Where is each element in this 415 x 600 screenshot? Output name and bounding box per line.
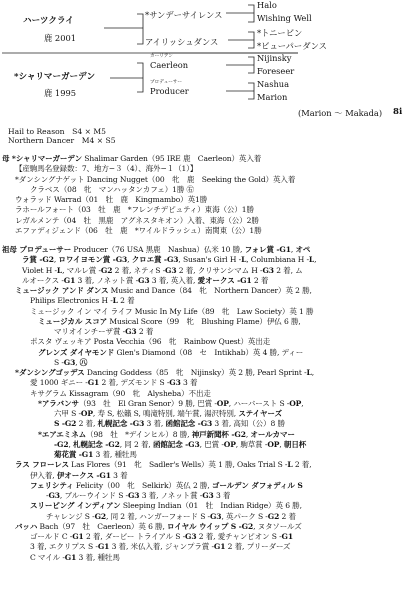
family-line: バッハ Bach（97 牡 Caerleon）英 6 勝, ロイヤル ウイップ S -G2, ヌタソールズ xyxy=(15,521,302,531)
family-line: ミュージック アンド ダンス Music and Dance（84 牝 Northern Dancer）英 2 勝, xyxy=(15,286,312,295)
family-line: スリーピング インディアン Sleeping Indian（01 牡 Indian Ridge）英 6 勝, xyxy=(30,501,302,511)
family-line: ラホールフォート（03 牡 鹿 *フレンチデピュティ）東海（公）1勝 xyxy=(15,205,254,215)
family-line: S -G3, ㊇ xyxy=(54,357,88,367)
family-line: 愛 1000 ギニー -G1 2 着, デズモンド S -G3 3 着 xyxy=(30,378,198,388)
gen3-4: *ビューパーダンス xyxy=(257,41,327,51)
family-line: エファディジェンド（06 牡 鹿 *ワイルドラッシュ）南関東（公）1勝 xyxy=(15,225,262,235)
family-line: チャレンジ S -G2, 同 2 着, ハンガーフォード S -G3, 英パーク S -G2 2 着 xyxy=(46,511,296,521)
family-line: Violet H -L, マルレ賞 -G2 2 着, ネティS -G3 2 着, クリサンシマム H -G3 2 着, ム xyxy=(22,265,303,275)
family-line: 伊入着, 伊オークス -G1 3 着 xyxy=(30,470,128,480)
dam-name: *シャリマーガーデン xyxy=(14,72,96,82)
family-line xyxy=(2,236,414,245)
family-line: レガルメンテ（04 牡 黒鹿 アグネスタキオン）入着、東海（公）2勝 xyxy=(15,215,259,225)
dam-sire: Caerleon xyxy=(150,60,189,70)
family-line: *ダンシングナゲット Dancing Nugget（00 牝 鹿 Seeking the Gold）英入着 xyxy=(15,174,296,184)
gen3-8: Marion xyxy=(257,92,288,102)
family-line: フェリシティ Felicity（00 牝 Selkirk）英仏 2 勝, ゴールデン ダフォディル S xyxy=(30,480,303,490)
gen3-2: Wishing Well xyxy=(257,13,312,23)
family-line: 母 *シャリマーガーデン Shalimar Garden（95 IRE 鹿 Caerleon）英入着 xyxy=(2,154,262,163)
gen3-5: Nijinsky xyxy=(257,53,292,63)
dam-dam: Producer xyxy=(150,86,189,96)
inbreed-note: (Marion ～ Makada) xyxy=(298,108,383,118)
family-line: ミュージカル スコア Musical Score（99 牝 Blushing Flame）伊仏 6 勝, xyxy=(38,316,301,326)
sire-dam: アイリッシュダンス xyxy=(145,37,219,47)
family-line: ミュージック イン マイ ライフ Music In My Life（89 牝 Law Society）英 1 勝 xyxy=(30,306,314,316)
gen3-3: *トニービン xyxy=(257,28,303,38)
gen3-6: Foreseer xyxy=(257,66,295,76)
family-line: *エアエミネム（98 牡 *デインヒル）8 勝, 神戸新聞杯 -G2, オールカマー xyxy=(38,429,295,439)
family-line: 3 着, エクリプス S -G1 3 着, 米仏入着, ジャンプラ賞 -G1 2 着, プリーダーズ xyxy=(30,542,291,552)
family-line: S -G2 2 着, 札幌記念 -G3 3 着, 函館記念 -G3 3 着, 高知（公）8 勝 xyxy=(54,419,285,429)
family-line: ポスタ ヴェッキア Posta Vecchia（96 牝 Rainbow Quest）英出走 xyxy=(30,337,271,347)
family-line: ゴールド C -G1 2 着, ダービー トライアル S -G3 2 着, 愛チャンピオン S -G1 xyxy=(30,532,293,541)
family-line: -G2, 札幌記念 -G2, 同 2 着, 函館記念 -G3, 巴賞 -OP, 駒草賞 -OP, 朝日杯 xyxy=(54,439,307,449)
family-line: 【産駒馬名登録数：7、地方−３（4）、海外−１（1）】 xyxy=(15,164,198,174)
family-line: 菊花賞 -G1 3 着, 種牡馬 xyxy=(54,450,137,459)
family-line: マリオインチーザ賞 -G3 2 着 xyxy=(54,327,154,336)
family-line: 六甲 S -OP, 寿 S, 松籟 S, 鳴滝特別, 端午賞, 湯沢特別, ステイヤーズ xyxy=(54,409,282,418)
family-line: ラ賞 -G2, ロワイヨモン賞 -G3, クロエ賞 -G3, Susan's Girl H -L, Columbiana H -L, xyxy=(22,255,317,265)
family-line: Philips Electronics H -L 2 着 xyxy=(30,296,135,306)
family-line: グレンズ ダイヤモンド Glen's Diamond（08 セ Intikhab）英 4 勝, ディー xyxy=(38,347,304,357)
sire-sire: *サンデーサイレンス xyxy=(145,10,223,20)
family-line: *ダンシングゴッデス Dancing Goddess（85 牝 Nijinsky）英 2 勝, Pearl Sprint -L, xyxy=(15,368,314,377)
family-line: ルオークス -G1 3 着, ノネット賞 -G3 3 着, 英入着, 愛オークス -G1 2 着 xyxy=(22,275,269,285)
family-line: クラベス（08 牝 マンハッタンカフェ）1勝 ㊨ xyxy=(30,184,194,194)
cross-line-2: Northern Dancer M4 × S5 xyxy=(8,136,116,145)
inbreed-value: 8i xyxy=(393,107,403,117)
family-line: 祖母 プロデューサー Producer（76 USA 黒鹿 Nashua）仏米 10 勝, フォレ賞 -G1, オペ xyxy=(2,245,311,254)
sire-info: 鹿 2001 xyxy=(44,33,77,43)
cross-line-1: Hail to Reason S4 × M5 xyxy=(8,127,106,136)
gen3-7: Nashua xyxy=(257,79,290,89)
family-line: C マイル -G1 3 着, 種牡馬 xyxy=(30,552,120,562)
gen3-1: Halo xyxy=(257,0,277,10)
family-section xyxy=(2,154,414,563)
family-line: ラス フローレス Las Flores（91 牝 Sadler's Wells）英 1 勝, Oaks Trial S -L 2 着, xyxy=(15,460,312,470)
family-line: キサグラム Kissagram（90 牝 Alysheba）不出走 xyxy=(30,388,211,398)
dam-dam-ruby: プロデューサー xyxy=(150,80,183,85)
sire-name: ハーツクライ xyxy=(23,16,74,26)
dam-info: 鹿 1995 xyxy=(44,88,77,98)
family-line: -G3, ブルーウインド S -G3 3 着, ノネット賞 -G3 3 着 xyxy=(46,491,231,500)
family-line: ウォラッド Warrad（01 牡 鹿 Kingmambo）英1勝 xyxy=(15,195,208,204)
dam-sire-ruby: カーリアン xyxy=(150,54,173,59)
family-line: *アラバンサ（93 牡 El Gran Senor）9 勝, 巴賞 -OP, ハーバースト S -OP, xyxy=(38,398,304,408)
